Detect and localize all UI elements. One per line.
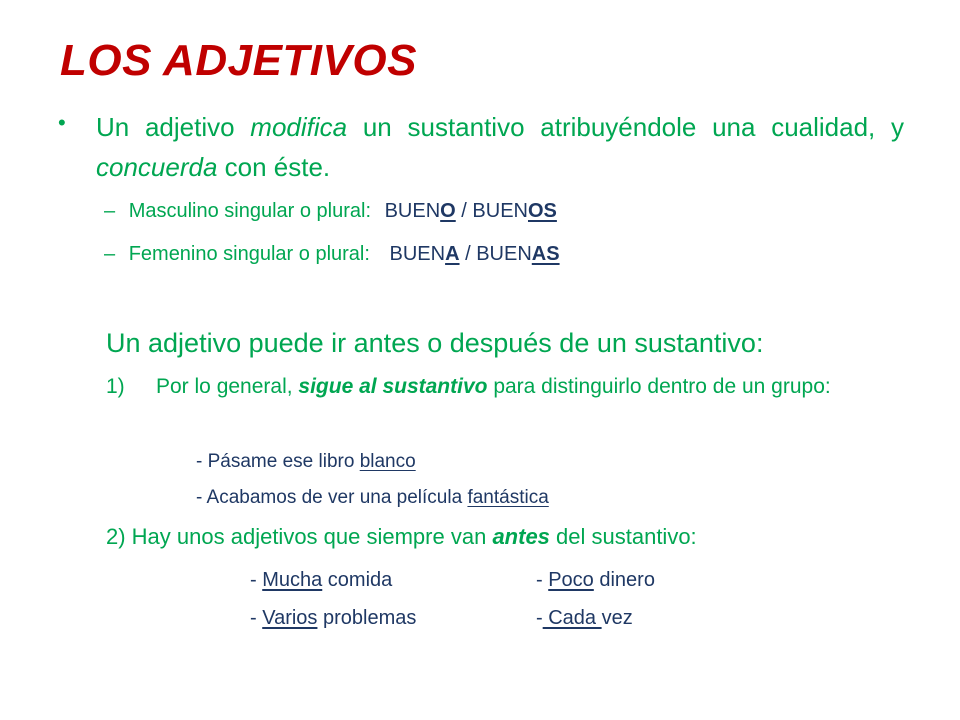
gender-examples [390,243,560,265]
example-adjective: Cada [542,607,602,629]
example-2 [196,487,549,509]
intro-paragraph [96,107,904,187]
dash-icon: – [104,200,116,222]
example-3 [250,569,392,592]
gender-line-masculine [104,200,557,223]
dash-icon: – [104,243,116,265]
example-adjective: Mucha [262,569,323,591]
rule-number: 1) [106,375,125,398]
example-text: - Pásame ese libro [196,451,360,472]
rule-2 [106,524,697,550]
rule-text: del sustantivo: [549,524,697,549]
example-text: - [250,569,263,591]
example-1 [196,451,416,473]
word-base: BUEN [384,200,441,222]
word-ending: OS [527,200,557,222]
intro-text-2: un sustantivo atribuyéndole una cualidad, y [347,112,904,142]
separator: / [459,243,477,265]
example-text: dinero [593,569,655,591]
example-text: vez [601,607,633,629]
word-base: BUEN [389,243,446,265]
example-text: - [250,607,263,629]
example-text: problemas [317,607,417,629]
example-adjective: fantástica [467,487,549,508]
example-text: - [536,607,543,629]
intro-text-1: Un adjetivo [96,112,251,142]
example-text: - [536,569,549,591]
word-ending: A [445,243,460,265]
example-adjective: Varios [262,607,318,629]
example-adjective: blanco [359,451,416,472]
rule-text: Por lo general, [156,375,299,398]
example-text: - Acabamos de ver una película [196,487,468,508]
example-4 [536,569,655,592]
word-ending: O [440,200,456,222]
intro-emph-modifica: modifica [250,112,348,142]
word-base: BUEN [476,243,532,265]
word-ending: AS [531,243,560,265]
position-heading: Un adjetivo puede ir antes o después de un sustantivo: [106,328,764,358]
gender-line-feminine [104,243,560,266]
example-text: comida [322,569,393,591]
example-6 [536,607,633,630]
rule-emph: antes [492,524,550,549]
rule-emph: sigue al sustantivo [298,375,488,398]
word-base: BUEN [472,200,528,222]
rule-1-text [156,368,906,405]
rule-text: para distinguirlo dentro de un grupo: [487,375,831,398]
example-5 [250,607,416,630]
example-adjective: Poco [548,569,594,591]
bullet-icon: • [58,110,66,135]
rule-text: 2) Hay unos adjetivos que siempre van [106,524,493,549]
intro-text-3: con éste. [217,152,331,182]
separator: / [455,200,473,222]
gender-examples [385,200,557,222]
intro-emph-concuerda: concuerda [96,152,218,182]
rule-1 [106,368,906,405]
gender-label: Femenino singular o plural: [128,243,370,265]
page-title: LOS ADJETIVOS [60,36,417,85]
gender-label: Masculino singular o plural: [128,200,372,222]
